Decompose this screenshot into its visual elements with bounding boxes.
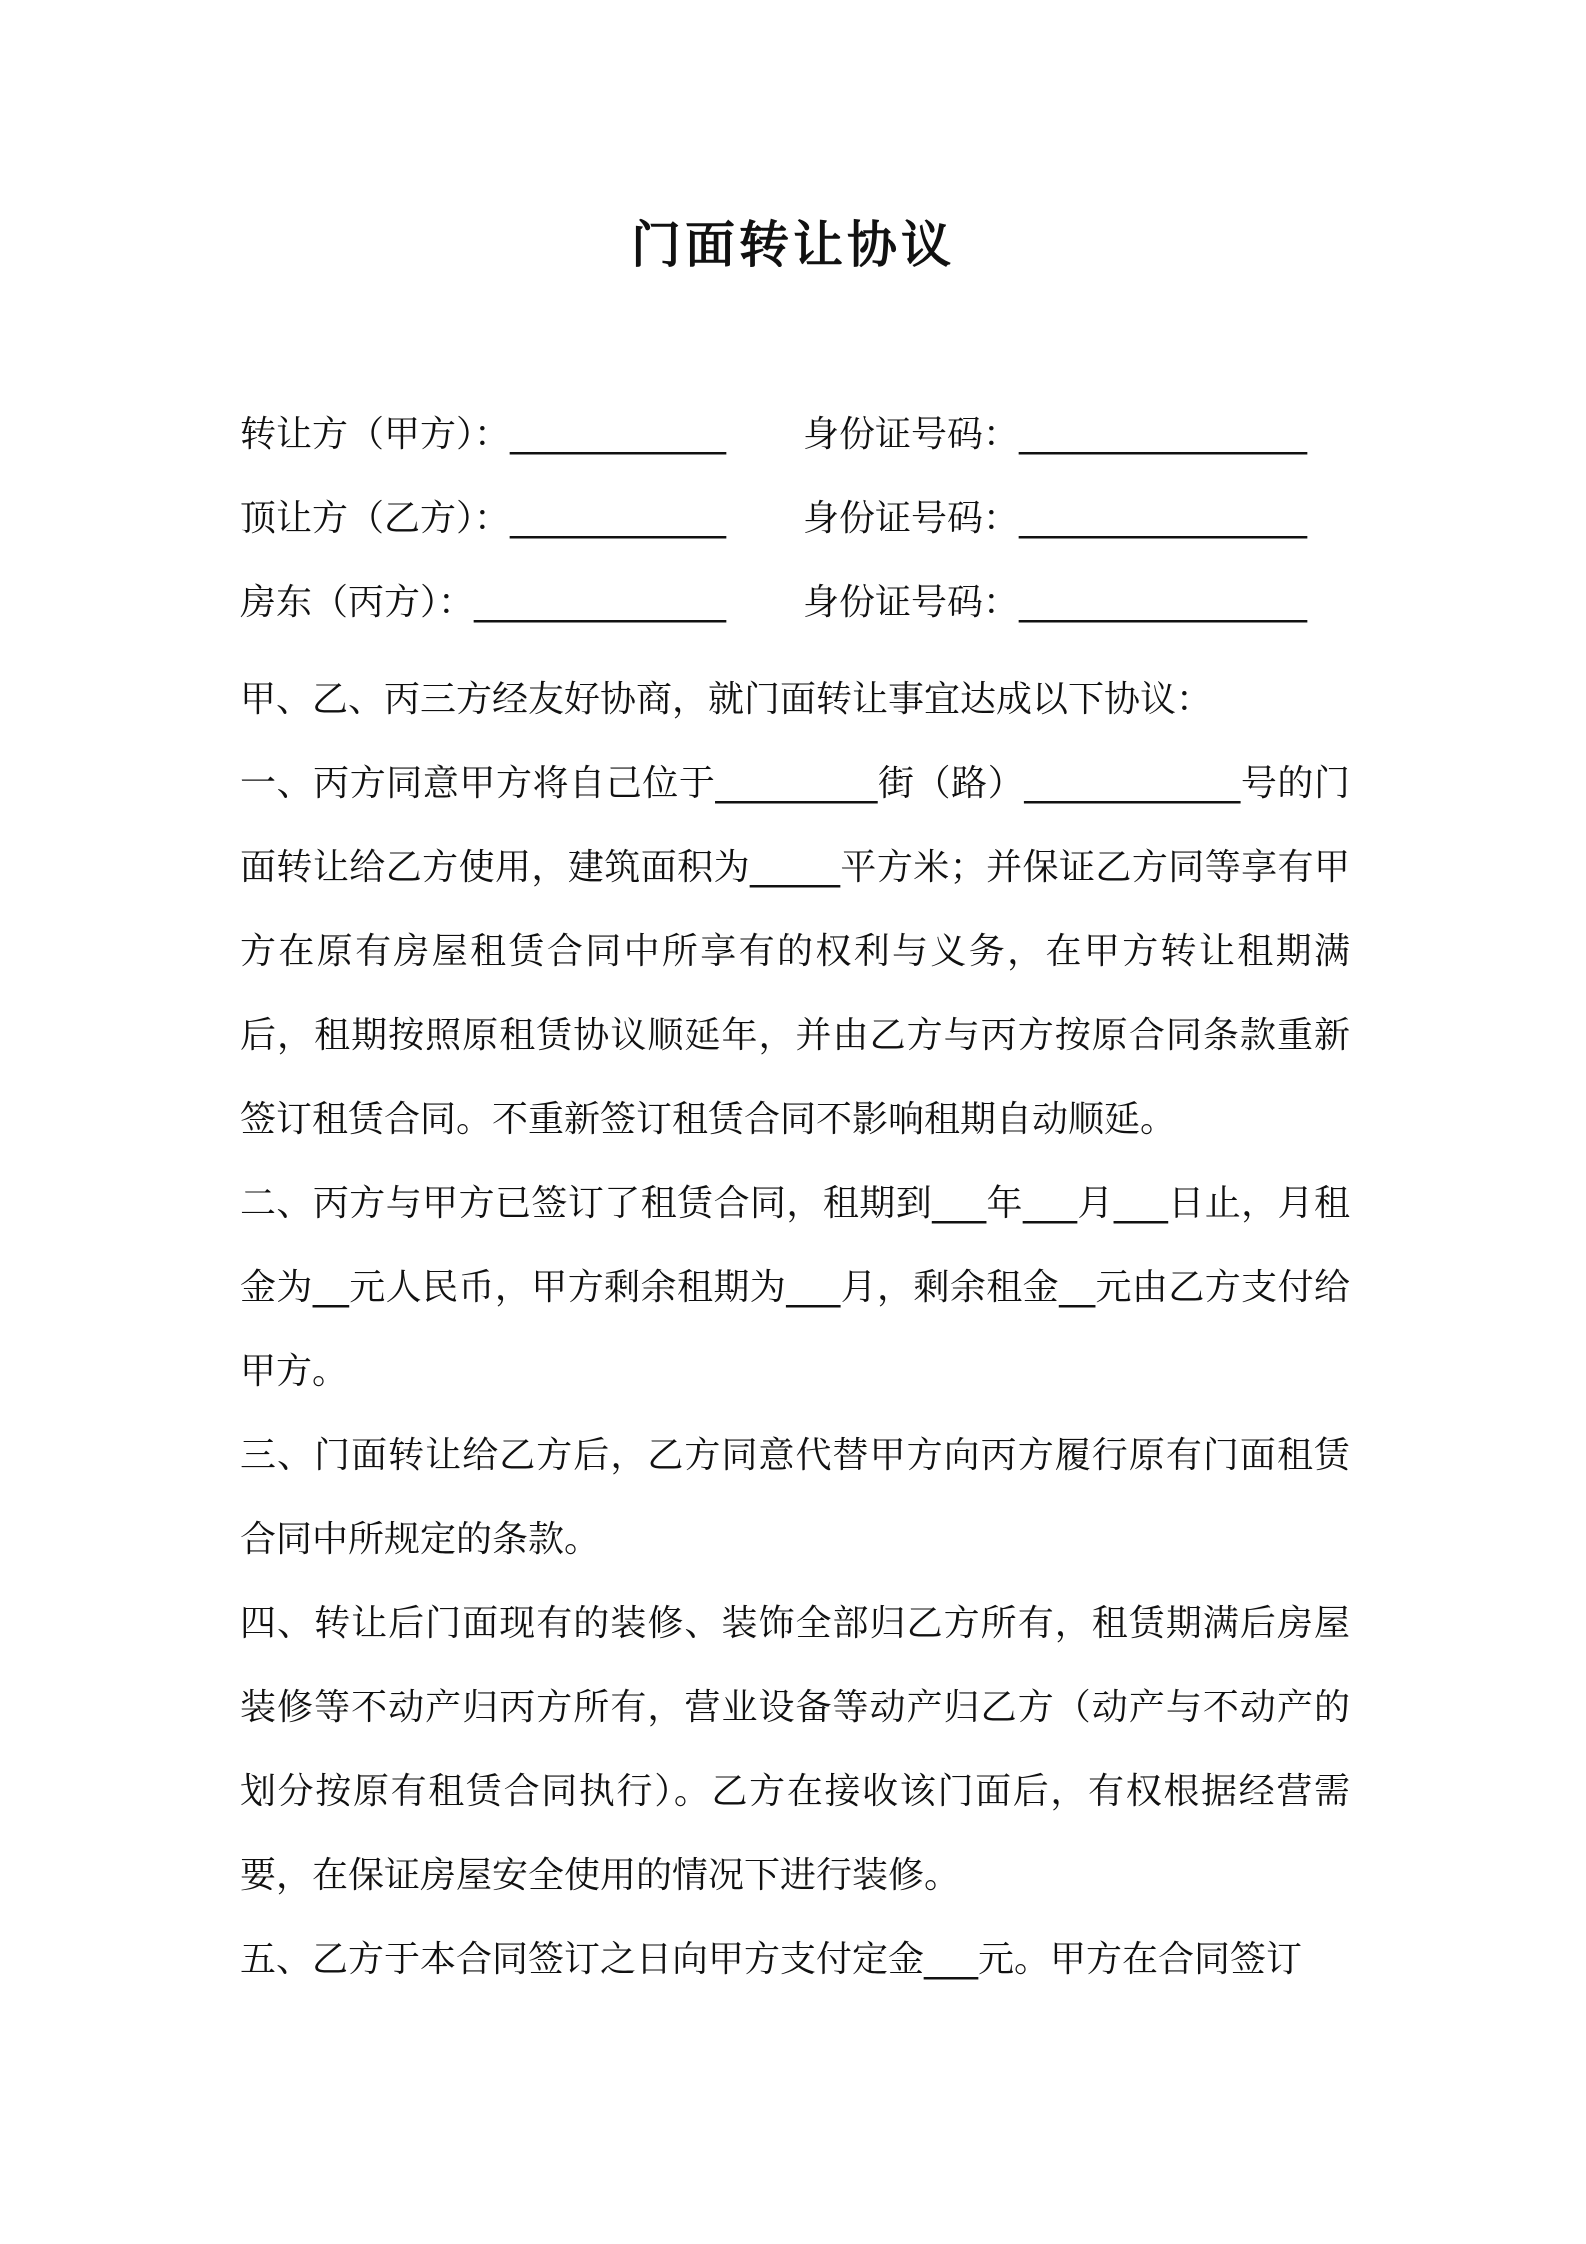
- clause-2: 二、丙方与甲方已签订了租赁合同，租期到___年___月___日止，月租金为__元人民币，甲方剩余租期为___月，剩余租金__元由乙方支付给甲方。: [240, 1183, 1350, 1392]
- agreement-intro: 甲、乙、丙三方经友好协商，就门面转让事宜达成以下协议：: [240, 679, 1213, 720]
- clause-1: 一、丙方同意甲方将自己位于_________街（路）____________号的门面转让给乙方使用，建筑面积为_____平方米；并保证乙方同等享有甲方在原有房屋租赁合同中所享有的权利与义务，在甲方转让租期满后，租期按照原租赁协议顺延年，并由乙方与丙方按原合同条款重新签订租赁合同。不重新签订租赁合同不影响租期自动顺延。: [240, 763, 1350, 1140]
- party-line-landlord: [240, 573, 1350, 633]
- transferee-name-field: 顶让方（乙方）：____________: [240, 498, 727, 539]
- clause-3: 三、门面转让给乙方后，乙方同意代替甲方向丙方履行原有门面租赁合同中所规定的条款。: [240, 1435, 1350, 1560]
- party-line-transferor: [240, 405, 1350, 465]
- landlord-name-field: 房东（丙方）：______________: [240, 582, 727, 623]
- clause-4: 四、转让后门面现有的装修、装饰全部归乙方所有，租赁期满后房屋装修等不动产归丙方所有，营业设备等动产归乙方（动产与不动产的划分按原有租赁合同执行）。乙方在接收该门面后，有权根据经营需要，在保证房屋安全使用的情况下进行装修。: [240, 1603, 1350, 1896]
- transferor-id-field: 身份证号码：________________: [803, 414, 1308, 455]
- clause-5: 五、乙方于本合同签订之日向甲方支付定金___元。甲方在合同签订: [240, 1939, 1303, 1980]
- transferee-id-field: 身份证号码：________________: [803, 498, 1308, 539]
- party-line-transferee: [240, 489, 1350, 549]
- transferor-name-field: 转让方（甲方）：____________: [240, 414, 727, 455]
- document-title: 门面转让协议: [631, 216, 955, 274]
- agreement-body: [240, 658, 1350, 2002]
- landlord-id-field: 身份证号码：________________: [803, 582, 1308, 623]
